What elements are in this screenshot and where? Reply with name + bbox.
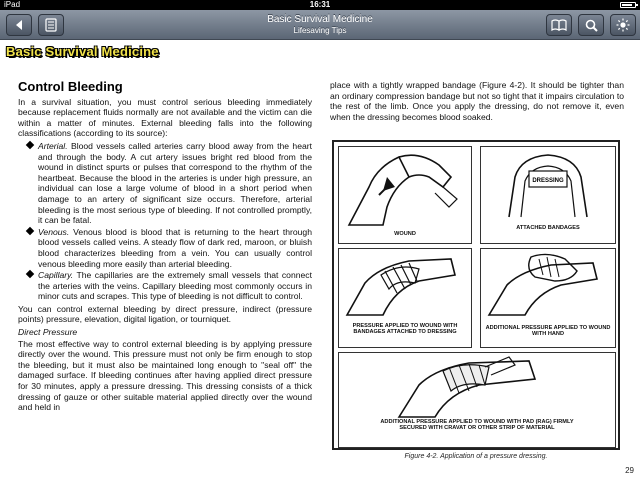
- figure-panel-pressure-pad: [338, 352, 616, 448]
- bookmarks-button[interactable]: [546, 14, 572, 36]
- direct-pressure-paragraph: The most effective way to control external bleeding is by applying pressure directly over the wound. This pressure must not only be firm enough to stop the bleeding, but it must also be maintained long enough to "seal off" the damaged surface. If bleeding continues after having applied direct pressure for 30 minutes, apply a pressure dressing. This dressing consists of a thick dressing of gauze or other suitable material applied directly over the wound and held in: [18, 338, 312, 413]
- dressing-illustration: [481, 147, 615, 225]
- list-item-arterial: [38, 141, 312, 226]
- battery-icon: [620, 2, 636, 8]
- term-capillary: Capillary.: [38, 270, 74, 281]
- bullet-diamond-icon: [26, 270, 34, 278]
- figure-caption: Figure 4-2. Application of a pressure dressing.: [404, 453, 548, 460]
- label-wound: WOUND: [394, 231, 416, 237]
- table-of-contents-button[interactable]: [38, 14, 64, 36]
- clock: 16:31: [309, 0, 331, 9]
- bullet-diamond-icon: [26, 226, 34, 234]
- figure-panel-wound: [338, 146, 472, 244]
- figure-panel-pressure-bandages: [338, 248, 472, 348]
- continuation-paragraph: place with a tightly wrapped bandage (Figure 4-2). It should be tighter than an ordinary compression bandage but not so tight that it impairs circulation to the rest of the limb. Once you apply the dressing, do not remove it, even when the dressing becomes blood soaked.: [330, 80, 624, 122]
- figure-panel-dressing: [480, 146, 616, 244]
- book-title: Basic Survival Medicine: [6, 44, 159, 59]
- arm-wound-illustration: [339, 147, 471, 227]
- label-pressure-hand: ADDITIONAL PRESSURE APPLIED TO WOUND WITH HAND: [485, 325, 611, 338]
- nav-subtitle: Lifesaving Tips: [293, 26, 347, 35]
- back-button[interactable]: [6, 14, 32, 36]
- bleeding-types-list: [18, 141, 312, 302]
- bookmarks-icon: [551, 19, 567, 31]
- page-number: 29: [625, 466, 634, 475]
- status-bar: [0, 0, 640, 10]
- label-pressure-pad: ADDITIONAL PRESSURE APPLIED TO WOUND WITH PAD (RAG) FIRMLY SECURED WITH CRAVAT OR OTHER STRIP OF MATERIAL: [380, 419, 574, 432]
- figure-panel-pressure-hand: [480, 248, 616, 348]
- label-dressing: DRESSING: [532, 178, 564, 184]
- table-of-contents-icon: [45, 18, 57, 32]
- label-pressure-bandages: PRESSURE APPLIED TO WOUND WITH BANDAGES ATTACHED TO DRESSING: [352, 323, 458, 336]
- section-heading: Control Bleeding: [18, 79, 123, 94]
- search-button[interactable]: [578, 14, 604, 36]
- back-arrow-icon: [13, 19, 25, 31]
- term-arterial: Arterial.: [38, 140, 68, 151]
- bullet-diamond-icon: [26, 141, 34, 149]
- device-name: iPad: [4, 0, 21, 9]
- list-item-capillary: [38, 270, 312, 302]
- list-item-venous: [38, 227, 312, 269]
- left-column: [18, 79, 312, 413]
- brightness-button[interactable]: [610, 14, 636, 36]
- search-icon: [585, 19, 598, 32]
- text-venous: Venous blood is blood that is returning to the heart through blood vessels called veins. A steady flow of dark red, maroon, or bluish blood characterizes bleeding from a vein. You can usually control venous bleeding more easily than arterial bleeding.: [38, 226, 312, 269]
- label-attached-bandages: ATTACHED BANDAGES: [516, 225, 580, 231]
- text-arterial: Blood vessels called arteries carry blood away from the heart and through the body. A cut artery issues bright red blood from the wound in distinct spurts or pulses that correspond to the rhythm of the heartbeat. Because the blood in the arteries is under high pressure, an individual can lose a large volume of blood in a short period when damage to an artery of significant size occurs. Therefore, arterial bleeding is the most serious type of bleeding. If not controlled promptly, it can be fatal.: [38, 140, 312, 226]
- summary-paragraph: You can control external bleeding by direct pressure, indirect (pressure points) pressure, elevation, digital ligation, or tourniquet.: [18, 303, 312, 325]
- intro-paragraph: In a survival situation, you must control serious bleeding immediately because replacement fluids normally are not available and the victim can die within a matter of minutes. External bleeding falls into the following classifications (according to its source):: [18, 96, 312, 139]
- bandaged-arm-illustration: [339, 249, 471, 319]
- pad-cravat-illustration: [339, 353, 615, 419]
- hand-pressure-illustration: [481, 249, 615, 319]
- navigation-bar: [0, 10, 640, 40]
- nav-title: Basic Survival Medicine: [267, 14, 373, 25]
- term-venous: Venous.: [38, 226, 70, 237]
- brightness-icon: [616, 18, 630, 32]
- battery-level: [622, 4, 632, 6]
- figure-4-2: [332, 140, 620, 450]
- subheading-direct-pressure: Direct Pressure: [18, 327, 78, 338]
- text-capillary: The capillaries are the extremely small vessels that connect the arteries with the veins. Capillary bleeding most commonly occurs in minor cuts and scrapes. This type of bleeding is not difficult to control.: [38, 270, 312, 302]
